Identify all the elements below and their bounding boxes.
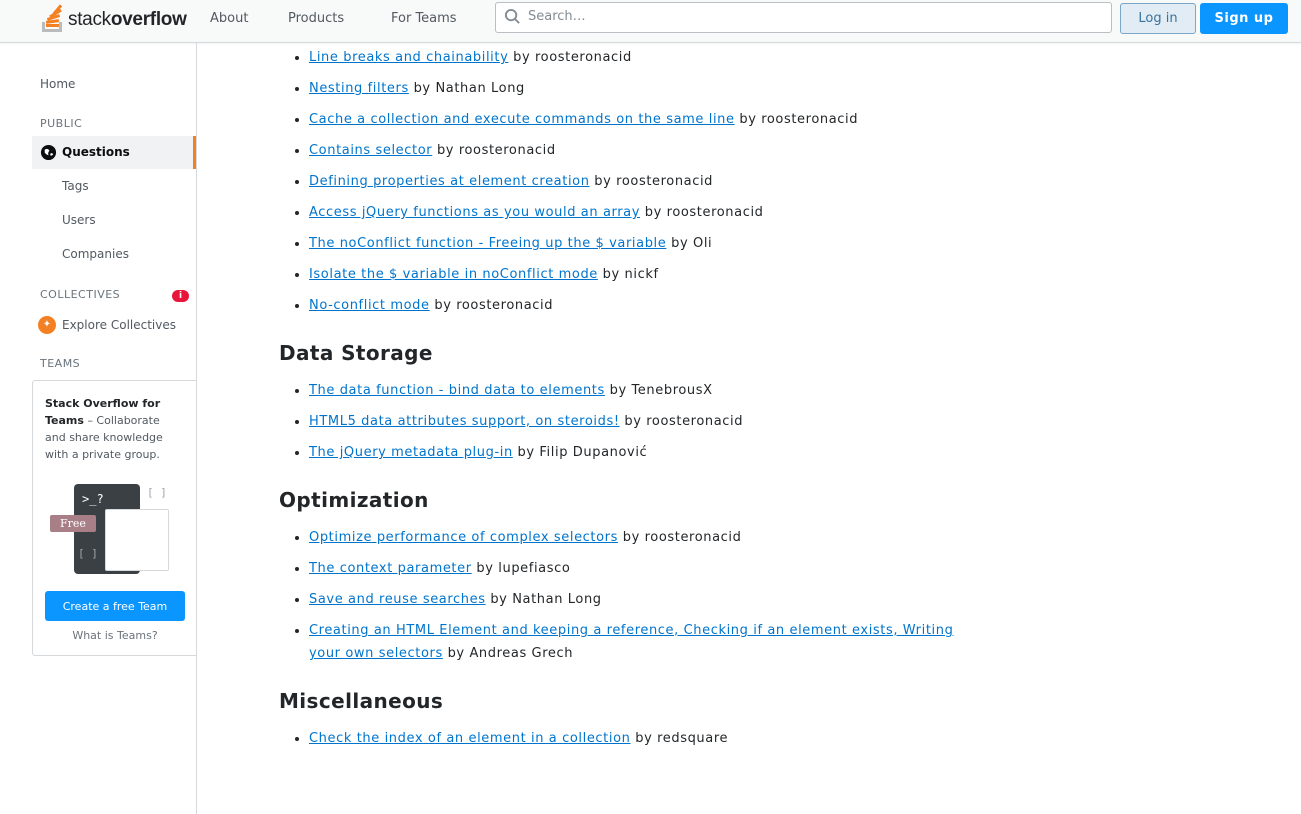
answer-link[interactable]: The context parameter	[309, 561, 472, 576]
answer-link[interactable]: The noConflict function - Freeing up the $ variable	[309, 236, 667, 251]
list-item: • Defining properties at element creation by roosteronacid	[309, 170, 979, 193]
list-item: • The data function - bind data to elements by TenebrousX	[309, 379, 979, 402]
answer-link[interactable]: No-conflict mode	[309, 298, 430, 313]
list-item: • The context parameter by lupefiasco	[309, 557, 979, 580]
signup-button[interactable]: Sign up	[1200, 3, 1288, 34]
answer-link[interactable]: Defining properties at element creation	[309, 174, 590, 189]
logo-text: stackoverflow	[68, 9, 187, 30]
sidebar-item-explore-collectives[interactable]	[38, 316, 176, 334]
answer-link[interactable]: Access jQuery functions as you would an array	[309, 205, 641, 220]
main-content	[279, 43, 979, 758]
list-item: • HTML5 data attributes support, on steroids! by roosteronacid	[309, 410, 979, 433]
answer-link[interactable]: Line breaks and chainability	[309, 50, 509, 65]
list-miscellaneous	[309, 727, 979, 750]
terminal-icon: >_?	[74, 484, 140, 574]
list-optimization	[309, 526, 979, 665]
teams-promo	[32, 380, 196, 656]
answer-link[interactable]: HTML5 data attributes support, on steroids!	[309, 414, 620, 429]
section-heading-miscellaneous: Miscellaneous	[279, 689, 444, 713]
list-top	[309, 46, 979, 317]
search-input[interactable]	[528, 9, 1088, 24]
answer-link[interactable]: Optimize performance of complex selectors	[309, 530, 618, 545]
answer-link[interactable]: Creating an HTML Element and keeping a reference, Checking if an element exists, Writing your own selectors	[309, 623, 954, 661]
answer-link[interactable]: Isolate the $ variable in noConflict mode	[309, 267, 598, 282]
free-badge: Free	[50, 515, 96, 532]
nav-for-teams[interactable]: For Teams	[391, 11, 457, 26]
stack-logo-icon	[36, 5, 66, 35]
card-illustration	[105, 509, 169, 571]
bracket-decoration-icon: [ ]	[147, 486, 167, 499]
answer-link[interactable]: Nesting filters	[309, 81, 409, 96]
sidebar-heading-collectives: COLLECTIVES	[40, 288, 121, 301]
sidebar-item-tags[interactable]: Tags	[62, 179, 89, 193]
logo[interactable]	[36, 2, 187, 38]
teams-illustration	[49, 481, 179, 581]
create-team-button[interactable]: Create a free Team	[45, 591, 185, 621]
collectives-star-icon: ✦	[38, 316, 56, 334]
list-item: • The jQuery metadata plug-in by Filip Dupanović	[309, 441, 979, 464]
sidebar-heading-teams: TEAMS	[40, 357, 81, 370]
what-is-teams-link[interactable]: What is Teams?	[72, 629, 158, 642]
list-item: • Access jQuery functions as you would an array by roosteronacid	[309, 201, 979, 224]
list-item: • Isolate the $ variable in noConflict mode by nickf	[309, 263, 979, 286]
search-icon	[504, 8, 521, 25]
info-icon[interactable]: i	[172, 290, 189, 302]
list-item: • Save and reuse searches by Nathan Long	[309, 588, 979, 611]
sidebar-heading-public: PUBLIC	[40, 117, 83, 130]
nav-products[interactable]: Products	[288, 11, 345, 26]
teams-promo-text: Stack Overflow for Teams – Collaborate and share knowledge with a private group.	[45, 397, 163, 461]
list-item: • Check the index of an element in a collection by redsquare	[309, 727, 979, 750]
sidebar-item-home[interactable]: Home	[40, 77, 76, 91]
login-button[interactable]: Log in	[1120, 3, 1196, 34]
globe-icon	[40, 144, 57, 161]
sidebar-item-companies[interactable]: Companies	[62, 247, 129, 261]
answer-link[interactable]: Check the index of an element in a collection	[309, 731, 631, 746]
sidebar-item-label: Explore Collectives	[62, 318, 176, 332]
list-item: • Cache a collection and execute commands on the same line by roosteronacid	[309, 108, 979, 131]
list-item: • Line breaks and chainability by roosteronacid	[309, 46, 979, 69]
list-item: • The noConflict function - Freeing up the $ variable by Oli	[309, 232, 979, 255]
list-item: • Optimize performance of complex selectors by roosteronacid	[309, 526, 979, 549]
answer-link[interactable]: The jQuery metadata plug-in	[309, 445, 513, 460]
answer-link[interactable]: Save and reuse searches	[309, 592, 486, 607]
list-item: • Nesting filters by Nathan Long	[309, 77, 979, 100]
list-data-storage	[309, 379, 979, 464]
list-item: • Contains selector by roosteronacid	[309, 139, 979, 162]
sidebar-item-questions[interactable]	[32, 136, 196, 169]
bracket-decoration-icon: [ ]	[78, 547, 98, 560]
section-heading-optimization: Optimization	[279, 488, 429, 512]
section-heading-data-storage: Data Storage	[279, 341, 433, 365]
left-sidebar	[32, 43, 197, 814]
answer-link[interactable]: Cache a collection and execute commands on the same line	[309, 112, 735, 127]
answer-link[interactable]: The data function - bind data to elements	[309, 383, 605, 398]
list-item: • Creating an HTML Element and keeping a reference, Checking if an element exists, Writing your own selectors by Andreas Grech	[309, 619, 979, 665]
list-item: • No-conflict mode by roosteronacid	[309, 294, 979, 317]
search-box[interactable]	[495, 2, 1112, 33]
top-bar	[0, 0, 1301, 43]
sidebar-item-users[interactable]: Users	[62, 213, 96, 227]
answer-link[interactable]: Contains selector	[309, 143, 433, 158]
nav-about[interactable]: About	[210, 11, 249, 26]
sidebar-item-label: Questions	[62, 145, 130, 159]
